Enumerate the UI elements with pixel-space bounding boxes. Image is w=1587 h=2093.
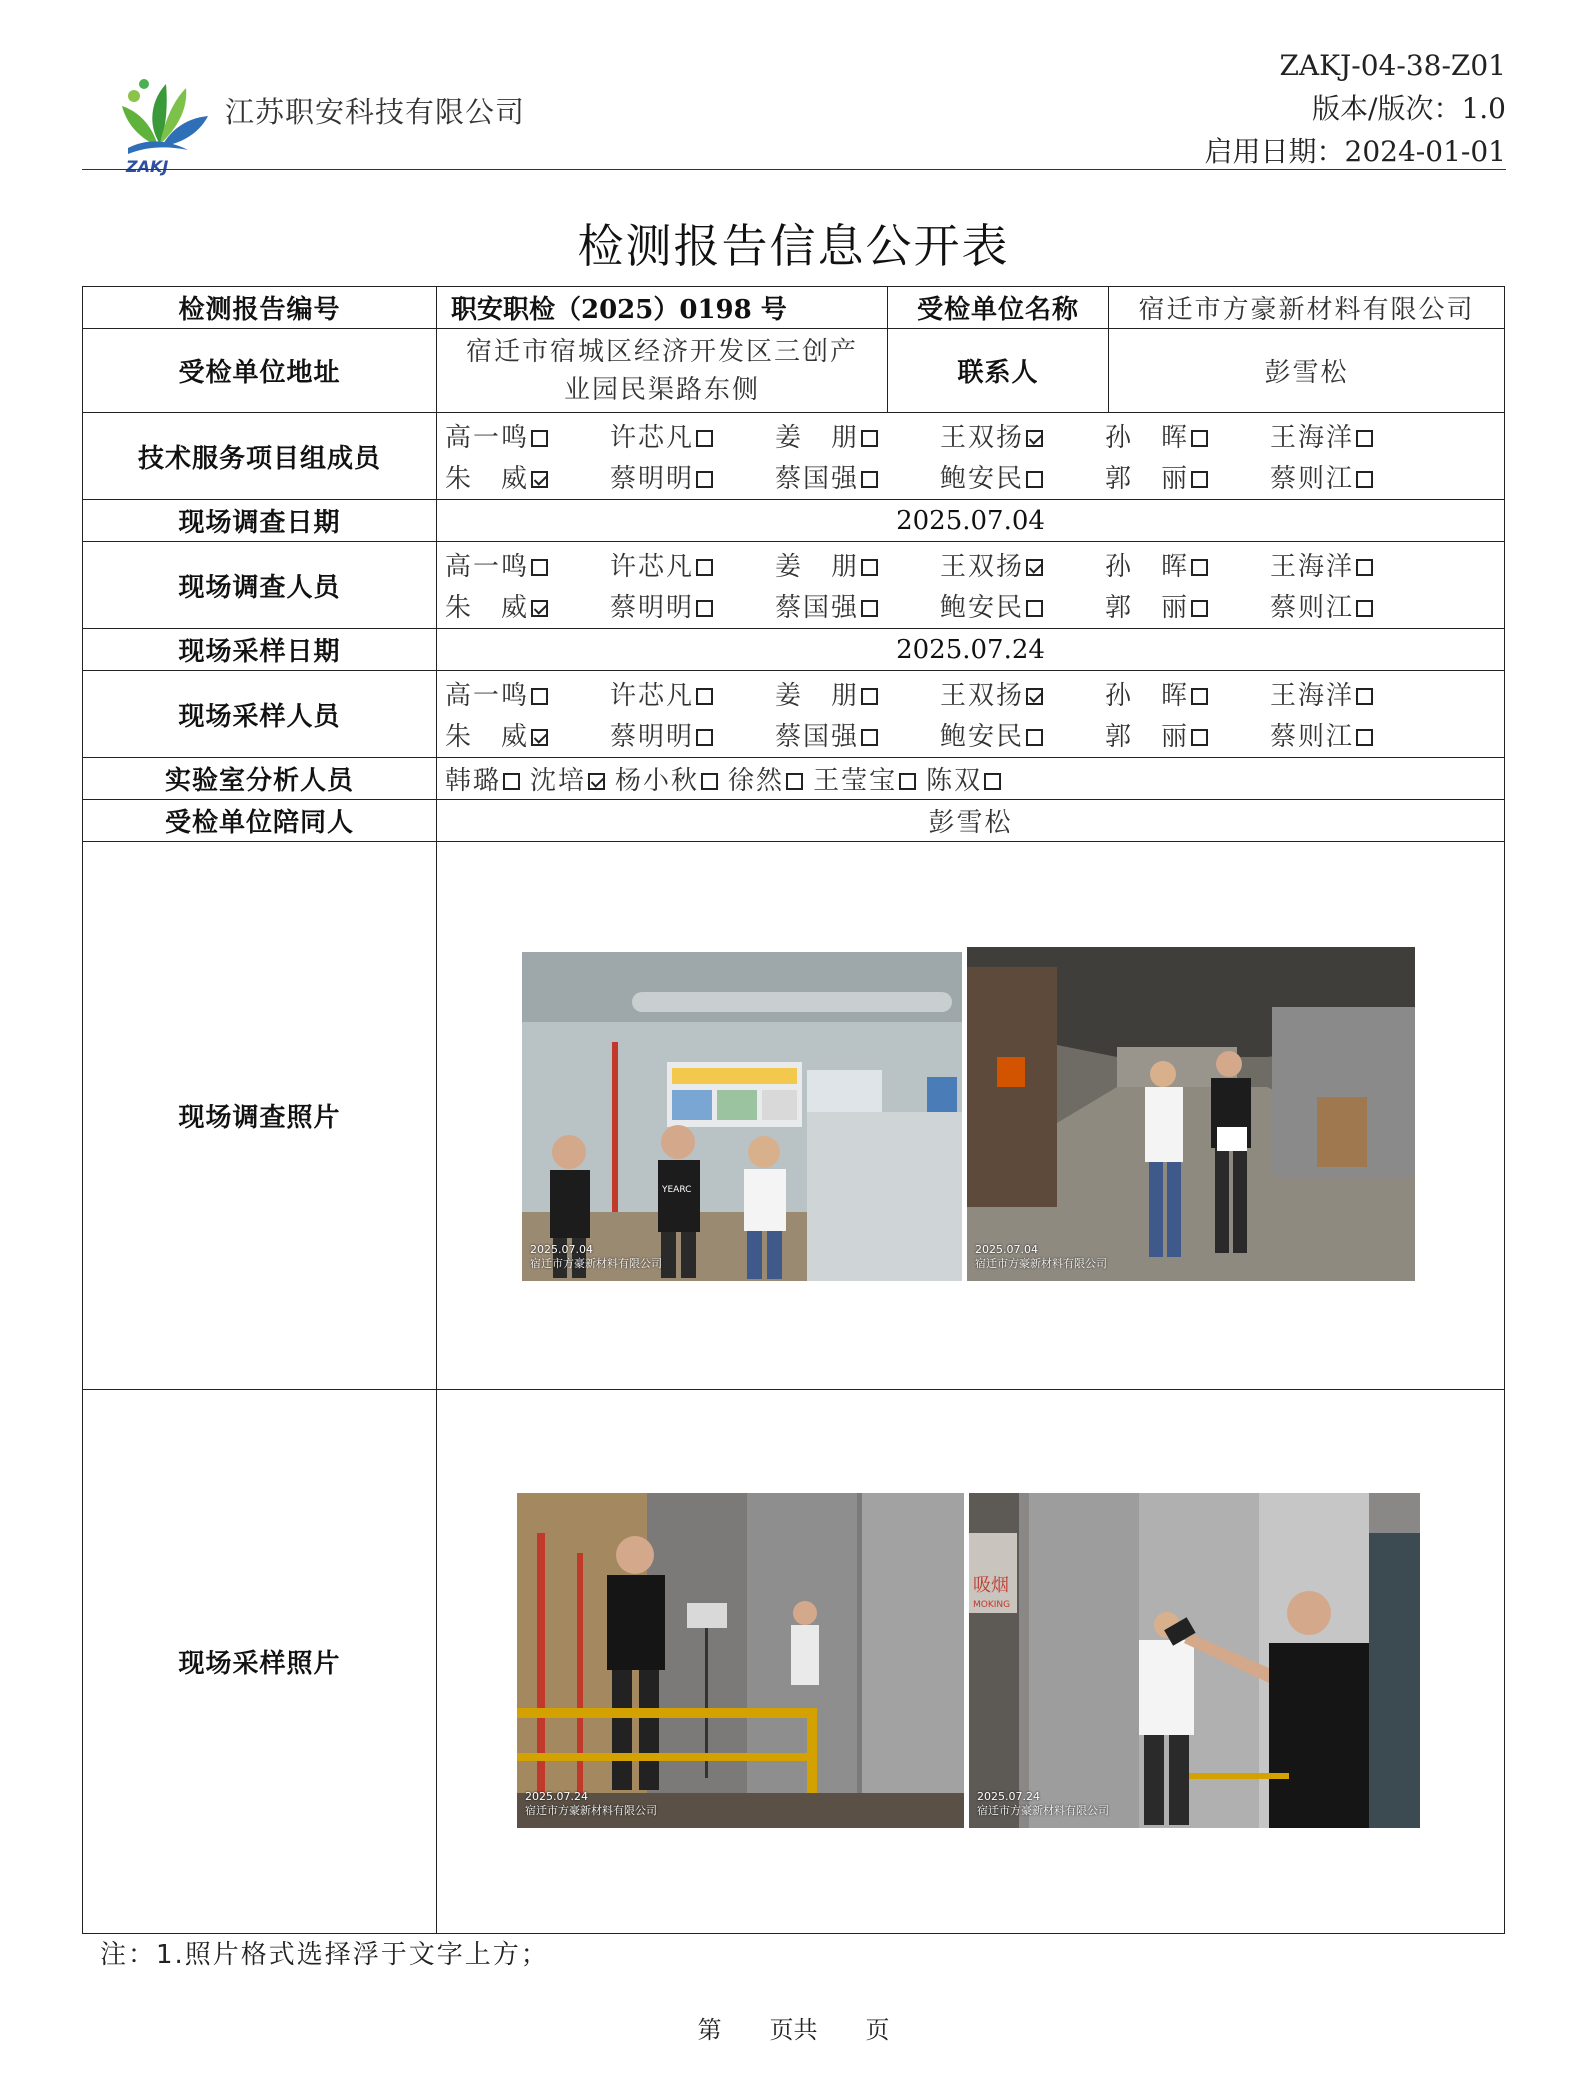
row-survey-staff <box>83 542 1505 629</box>
row-survey-date <box>83 500 1505 542</box>
sampling-date-value: 2025.07.24 <box>437 629 1505 671</box>
sampling-photo-1-image <box>517 1493 964 1828</box>
checkbox-empty-icon[interactable] <box>503 773 520 790</box>
checkbox-empty-icon[interactable] <box>786 773 803 790</box>
checkbox-empty-icon[interactable] <box>861 559 878 576</box>
survey-staff-cell <box>437 542 1505 629</box>
checkbox-empty-icon[interactable] <box>861 729 878 746</box>
escort-value: 彭雪松 <box>437 800 1505 842</box>
row-lab-staff <box>83 758 1505 800</box>
checkbox-checked-icon[interactable] <box>531 729 548 746</box>
member-name: 孙 晖 <box>1105 423 1190 453</box>
checkbox-empty-icon[interactable] <box>1191 559 1208 576</box>
doc-code: ZAKJ-04-38-Z01 <box>1279 49 1506 82</box>
row-team <box>83 413 1505 500</box>
member-name: 鲍安民 <box>940 722 1025 752</box>
checkbox-empty-icon[interactable] <box>899 773 916 790</box>
member-item <box>1270 417 1435 454</box>
checkbox-empty-icon[interactable] <box>696 600 713 617</box>
address-value <box>437 329 888 413</box>
member-name: 王海洋 <box>1270 552 1355 582</box>
lab-staff-checklist <box>437 760 1504 797</box>
report-no-value: 职安职检（2025）0198 号 <box>437 287 888 329</box>
member-name: 韩璐 <box>445 766 502 796</box>
member-item <box>940 716 1105 753</box>
member-item <box>445 760 520 797</box>
lab-staff-label: 实验室分析人员 <box>83 758 437 800</box>
sampling-staff-checklist <box>437 671 1504 757</box>
member-item <box>1105 675 1270 712</box>
member-item <box>1105 417 1270 454</box>
member-item <box>1105 587 1270 624</box>
row-report-no <box>83 287 1505 329</box>
caption-company: 宿迁市方豪新材料有限公司 <box>975 1257 1107 1270</box>
member-name: 王双扬 <box>940 552 1025 582</box>
member-item <box>940 417 1105 454</box>
member-name: 王双扬 <box>940 681 1025 711</box>
member-name: 蔡国强 <box>775 464 860 494</box>
survey-date-label: 现场调查日期 <box>83 500 437 542</box>
caption-company: 宿迁市方豪新材料有限公司 <box>525 1804 657 1817</box>
checkbox-empty-icon[interactable] <box>1026 729 1043 746</box>
company-logo <box>108 66 214 176</box>
contact-label: 联系人 <box>888 329 1109 413</box>
member-item <box>445 716 610 753</box>
checkbox-empty-icon[interactable] <box>531 559 548 576</box>
member-name: 蔡明明 <box>610 722 695 752</box>
checkbox-empty-icon[interactable] <box>861 600 878 617</box>
member-name: 朱 威 <box>445 593 530 623</box>
address-line-2: 业园民渠路东侧 <box>563 374 760 405</box>
checkbox-empty-icon[interactable] <box>696 471 713 488</box>
survey-photo-2 <box>967 947 1415 1281</box>
checkbox-empty-icon[interactable] <box>531 688 548 705</box>
member-item <box>1105 716 1270 753</box>
info-table <box>82 286 1505 1934</box>
checkbox-empty-icon[interactable] <box>1191 729 1208 746</box>
member-item <box>940 458 1105 495</box>
checkbox-empty-icon[interactable] <box>696 729 713 746</box>
member-name: 高一鸣 <box>445 552 530 582</box>
checkbox-empty-icon[interactable] <box>1191 688 1208 705</box>
checkbox-empty-icon[interactable] <box>1356 430 1373 447</box>
member-name: 王海洋 <box>1270 423 1355 453</box>
row-sampling-photos <box>83 1390 1505 1934</box>
escort-label: 受检单位陪同人 <box>83 800 437 842</box>
member-item <box>728 760 803 797</box>
member-name: 许芯凡 <box>610 423 695 453</box>
member-name: 蔡则江 <box>1270 464 1355 494</box>
checkbox-empty-icon[interactable] <box>1356 559 1373 576</box>
row-sampling-date <box>83 629 1505 671</box>
member-item <box>1270 716 1435 753</box>
sampling-photo-2 <box>969 1493 1420 1828</box>
member-name: 蔡明明 <box>610 464 695 494</box>
member-item <box>610 417 775 454</box>
member-name: 郭 丽 <box>1105 593 1190 623</box>
caption-date: 2025.07.24 <box>525 1790 588 1803</box>
member-name: 许芯凡 <box>610 552 695 582</box>
lab-staff-cell <box>437 758 1505 800</box>
member-name: 蔡国强 <box>775 593 860 623</box>
member-item <box>940 587 1105 624</box>
member-name: 陈双 <box>926 766 983 796</box>
member-name: 高一鸣 <box>445 423 530 453</box>
member-item <box>445 587 610 624</box>
member-item <box>530 760 605 797</box>
doc-start-date: 启用日期：2024-01-01 <box>1204 135 1506 168</box>
survey-photo-1-caption <box>530 1243 662 1271</box>
member-name: 沈培 <box>530 766 587 796</box>
member-name: 郭 丽 <box>1105 464 1190 494</box>
sampling-photo-2-image <box>969 1493 1420 1828</box>
checkbox-empty-icon[interactable] <box>1191 471 1208 488</box>
caption-company: 宿迁市方豪新材料有限公司 <box>977 1804 1109 1817</box>
caption-date: 2025.07.24 <box>977 1790 1040 1803</box>
survey-photo-label: 现场调查照片 <box>83 842 437 1390</box>
checkbox-empty-icon[interactable] <box>531 430 548 447</box>
member-name: 蔡明明 <box>610 593 695 623</box>
survey-photo-1-image <box>522 952 962 1281</box>
unit-name-value: 宿迁市方豪新材料有限公司 <box>1109 287 1505 329</box>
checkbox-checked-icon[interactable] <box>1026 430 1043 447</box>
member-item <box>1270 587 1435 624</box>
member-item <box>940 675 1105 712</box>
page-header <box>82 40 1506 176</box>
survey-staff-label: 现场调查人员 <box>83 542 437 629</box>
checkbox-empty-icon[interactable] <box>696 430 713 447</box>
member-item <box>775 587 940 624</box>
sampling-photo-1-caption <box>525 1790 657 1818</box>
member-name: 高一鸣 <box>445 681 530 711</box>
member-item <box>615 760 718 797</box>
company-name: 江苏职安科技有限公司 <box>225 95 526 129</box>
member-name: 王海洋 <box>1270 681 1355 711</box>
member-name: 王莹宝 <box>813 766 898 796</box>
member-item <box>1270 546 1435 583</box>
member-name: 蔡则江 <box>1270 593 1355 623</box>
member-name: 王双扬 <box>940 423 1025 453</box>
member-item <box>610 546 775 583</box>
checkbox-empty-icon[interactable] <box>696 559 713 576</box>
member-item <box>610 458 775 495</box>
sampling-date-label: 现场采样日期 <box>83 629 437 671</box>
svg-text:ZAKJ: ZAKJ <box>126 157 169 176</box>
member-name: 朱 威 <box>445 722 530 752</box>
checkbox-checked-icon[interactable] <box>588 773 605 790</box>
team-checklist <box>437 413 1504 499</box>
member-item <box>445 417 610 454</box>
member-item <box>813 760 916 797</box>
checkbox-checked-icon[interactable] <box>531 600 548 617</box>
checkbox-empty-icon[interactable] <box>861 688 878 705</box>
member-item <box>775 675 940 712</box>
team-label: 技术服务项目组成员 <box>83 413 437 500</box>
page-counter: 第 页共 页 <box>697 2016 890 2044</box>
header-divider <box>82 169 1506 170</box>
member-name: 徐然 <box>728 766 785 796</box>
checkbox-empty-icon[interactable] <box>1356 688 1373 705</box>
sampling-photo-cell <box>437 1390 1505 1934</box>
row-address <box>83 329 1505 413</box>
address-line-1: 宿迁市宿城区经济开发区三创产 <box>465 336 858 367</box>
member-item <box>445 546 610 583</box>
checkbox-empty-icon[interactable] <box>984 773 1001 790</box>
checkbox-empty-icon[interactable] <box>1356 471 1373 488</box>
member-item <box>1270 458 1435 495</box>
member-name: 蔡国强 <box>775 722 860 752</box>
member-name: 孙 晖 <box>1105 681 1190 711</box>
sampling-photo-1 <box>517 1493 964 1828</box>
member-item <box>445 458 610 495</box>
member-name: 孙 晖 <box>1105 552 1190 582</box>
member-name: 朱 威 <box>445 464 530 494</box>
checkbox-empty-icon[interactable] <box>696 688 713 705</box>
page-title: 检测报告信息公开表 <box>577 219 1010 273</box>
team-cell <box>437 413 1505 500</box>
member-item <box>610 716 775 753</box>
address-label: 受检单位地址 <box>83 329 437 413</box>
survey-photo-1 <box>522 952 962 1281</box>
survey-staff-checklist <box>437 542 1504 628</box>
checkbox-empty-icon[interactable] <box>1356 729 1373 746</box>
checkbox-checked-icon[interactable] <box>531 471 548 488</box>
member-item <box>926 760 1001 797</box>
sampling-staff-label: 现场采样人员 <box>83 671 437 758</box>
caption-date: 2025.07.04 <box>975 1243 1038 1256</box>
member-item <box>775 458 940 495</box>
checkbox-empty-icon[interactable] <box>1026 600 1043 617</box>
member-name: 许芯凡 <box>610 681 695 711</box>
member-name: 杨小秋 <box>615 766 700 796</box>
member-item <box>610 587 775 624</box>
member-name: 鲍安民 <box>940 593 1025 623</box>
survey-date-value: 2025.07.04 <box>437 500 1505 542</box>
checkbox-checked-icon[interactable] <box>1026 559 1043 576</box>
row-sampling-staff <box>83 671 1505 758</box>
member-item <box>775 716 940 753</box>
sampling-photo-label: 现场采样照片 <box>83 1390 437 1934</box>
report-no-label: 检测报告编号 <box>83 287 437 329</box>
member-item <box>775 546 940 583</box>
member-name: 郭 丽 <box>1105 722 1190 752</box>
svg-text:吸烟: 吸烟 <box>973 1575 1009 1596</box>
checkbox-empty-icon[interactable] <box>1191 600 1208 617</box>
document-meta <box>1205 44 1506 173</box>
member-name: 姜 朋 <box>775 552 860 582</box>
member-item <box>1105 546 1270 583</box>
checkbox-empty-icon[interactable] <box>701 773 718 790</box>
member-item <box>1270 675 1435 712</box>
caption-company: 宿迁市方豪新材料有限公司 <box>530 1257 662 1270</box>
member-item <box>775 417 940 454</box>
row-escort <box>83 800 1505 842</box>
svg-text:MOKING: MOKING <box>973 1600 1011 1610</box>
survey-photo-2-caption <box>975 1243 1107 1271</box>
doc-version: 版本/版次：1.0 <box>1312 92 1506 125</box>
checkbox-empty-icon[interactable] <box>1026 471 1043 488</box>
member-name: 姜 朋 <box>775 423 860 453</box>
sampling-staff-cell <box>437 671 1505 758</box>
checkbox-empty-icon[interactable] <box>861 471 878 488</box>
checkbox-checked-icon[interactable] <box>1026 688 1043 705</box>
footnote: 注：1.照片格式选择浮于文字上方； <box>100 1940 549 1970</box>
unit-name-label: 受检单位名称 <box>888 287 1109 329</box>
checkbox-empty-icon[interactable] <box>1191 430 1208 447</box>
member-item <box>940 546 1105 583</box>
checkbox-empty-icon[interactable] <box>861 430 878 447</box>
survey-photo-cell <box>437 842 1505 1390</box>
member-item <box>610 675 775 712</box>
checkbox-empty-icon[interactable] <box>1356 600 1373 617</box>
member-name: 鲍安民 <box>940 464 1025 494</box>
caption-date: 2025.07.04 <box>530 1243 593 1256</box>
member-item <box>445 675 610 712</box>
member-name: 姜 朋 <box>775 681 860 711</box>
contact-value: 彭雪松 <box>1109 329 1505 413</box>
member-name: 蔡则江 <box>1270 722 1355 752</box>
survey-photo-2-image <box>967 947 1415 1281</box>
svg-text:YEARC: YEARC <box>662 1185 692 1195</box>
row-survey-photos <box>83 842 1505 1390</box>
member-item <box>1105 458 1270 495</box>
sampling-photo-2-caption <box>977 1790 1109 1818</box>
